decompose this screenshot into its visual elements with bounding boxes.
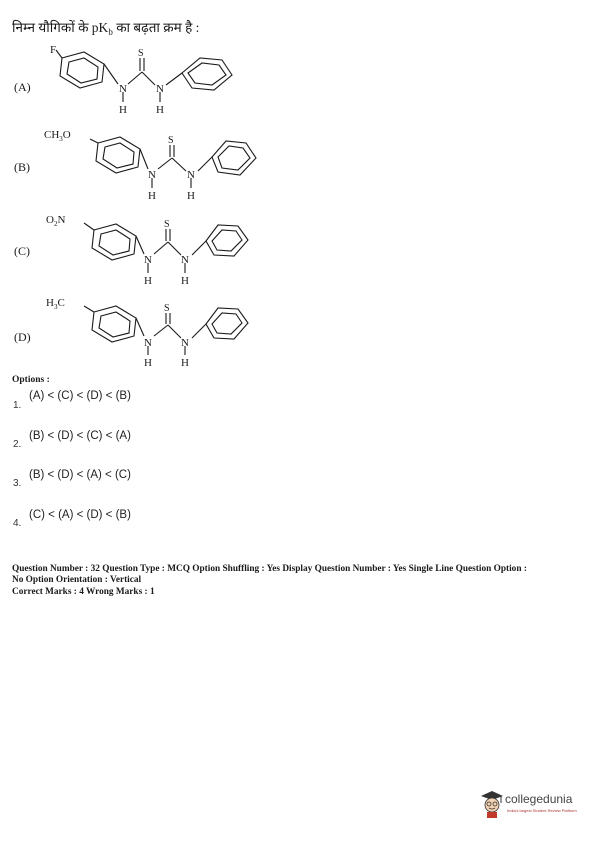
substituent-o2n: $O_2N$ (46, 214, 66, 228)
option-4-text[interactable]: (C) < (A) < (D) < (B) (29, 509, 131, 521)
option-3-text[interactable]: (B) < (D) < (A) < (C) (29, 469, 131, 481)
atom-n: N (144, 337, 152, 349)
atom-n: N (187, 169, 195, 181)
atom-s: S (138, 48, 144, 59)
compound-c-structure (0, 208, 595, 298)
logo-tagline: India's largest Student Review Platform (507, 808, 577, 813)
atom-n: N (156, 83, 164, 95)
atom-s: S (168, 135, 174, 146)
option-number: 4. (13, 518, 22, 529)
compound-a-structure (0, 40, 595, 125)
atom-h: H (187, 190, 195, 202)
atom-s: S (164, 303, 170, 314)
option-2-text[interactable]: (B) < (D) < (C) < (A) (29, 430, 131, 442)
compound-b-structure (0, 125, 595, 215)
graduate-mascot-icon (479, 788, 505, 818)
question-text: निम्न यौगिकों के $pK_b$ का बढ़ता क्रम है : (12, 20, 200, 37)
option-number: 1. (13, 400, 22, 411)
compound-d-structure (0, 292, 595, 372)
logo-wordmark: collegedunia (505, 792, 573, 806)
atom-h: H (156, 104, 164, 116)
atom-n: N (148, 169, 156, 181)
collegedunia-logo (479, 786, 581, 822)
substituent-f: F (50, 44, 57, 56)
atom-h: H (148, 190, 156, 202)
atom-n: N (144, 254, 152, 266)
substituent-h3c: $H_3C$ (46, 297, 65, 311)
substituent-ch3o: $CH_3O$ (44, 129, 71, 143)
atom-h: H (144, 357, 152, 369)
question-meta-line3: Correct Marks : 4 Wrong Marks : 1 (12, 587, 155, 597)
question-meta-line1: Question Number : 32 Question Type : MCQ Option Shuffling : Yes Display Question Number : Yes Single Line Question Option : (12, 564, 527, 574)
compound-label-a: (A) (14, 80, 31, 94)
atom-h: H (181, 275, 189, 287)
compound-label-d: (D) (14, 330, 31, 344)
option-number: 3. (13, 478, 22, 489)
atom-n: N (119, 83, 127, 95)
compound-label-b: (B) (14, 160, 30, 174)
atom-h: H (144, 275, 152, 287)
option-1-text[interactable]: (A) < (C) < (D) < (B) (29, 390, 131, 402)
atom-s: S (164, 219, 170, 230)
atom-h: H (119, 104, 127, 116)
question-meta-line2: No Option Orientation : Vertical (12, 575, 142, 585)
compound-label-c: (C) (14, 244, 30, 258)
atom-h: H (181, 357, 189, 369)
atom-n: N (181, 337, 189, 349)
atom-n: N (181, 254, 189, 266)
options-heading: Options : (12, 375, 50, 385)
option-number: 2. (13, 439, 22, 450)
